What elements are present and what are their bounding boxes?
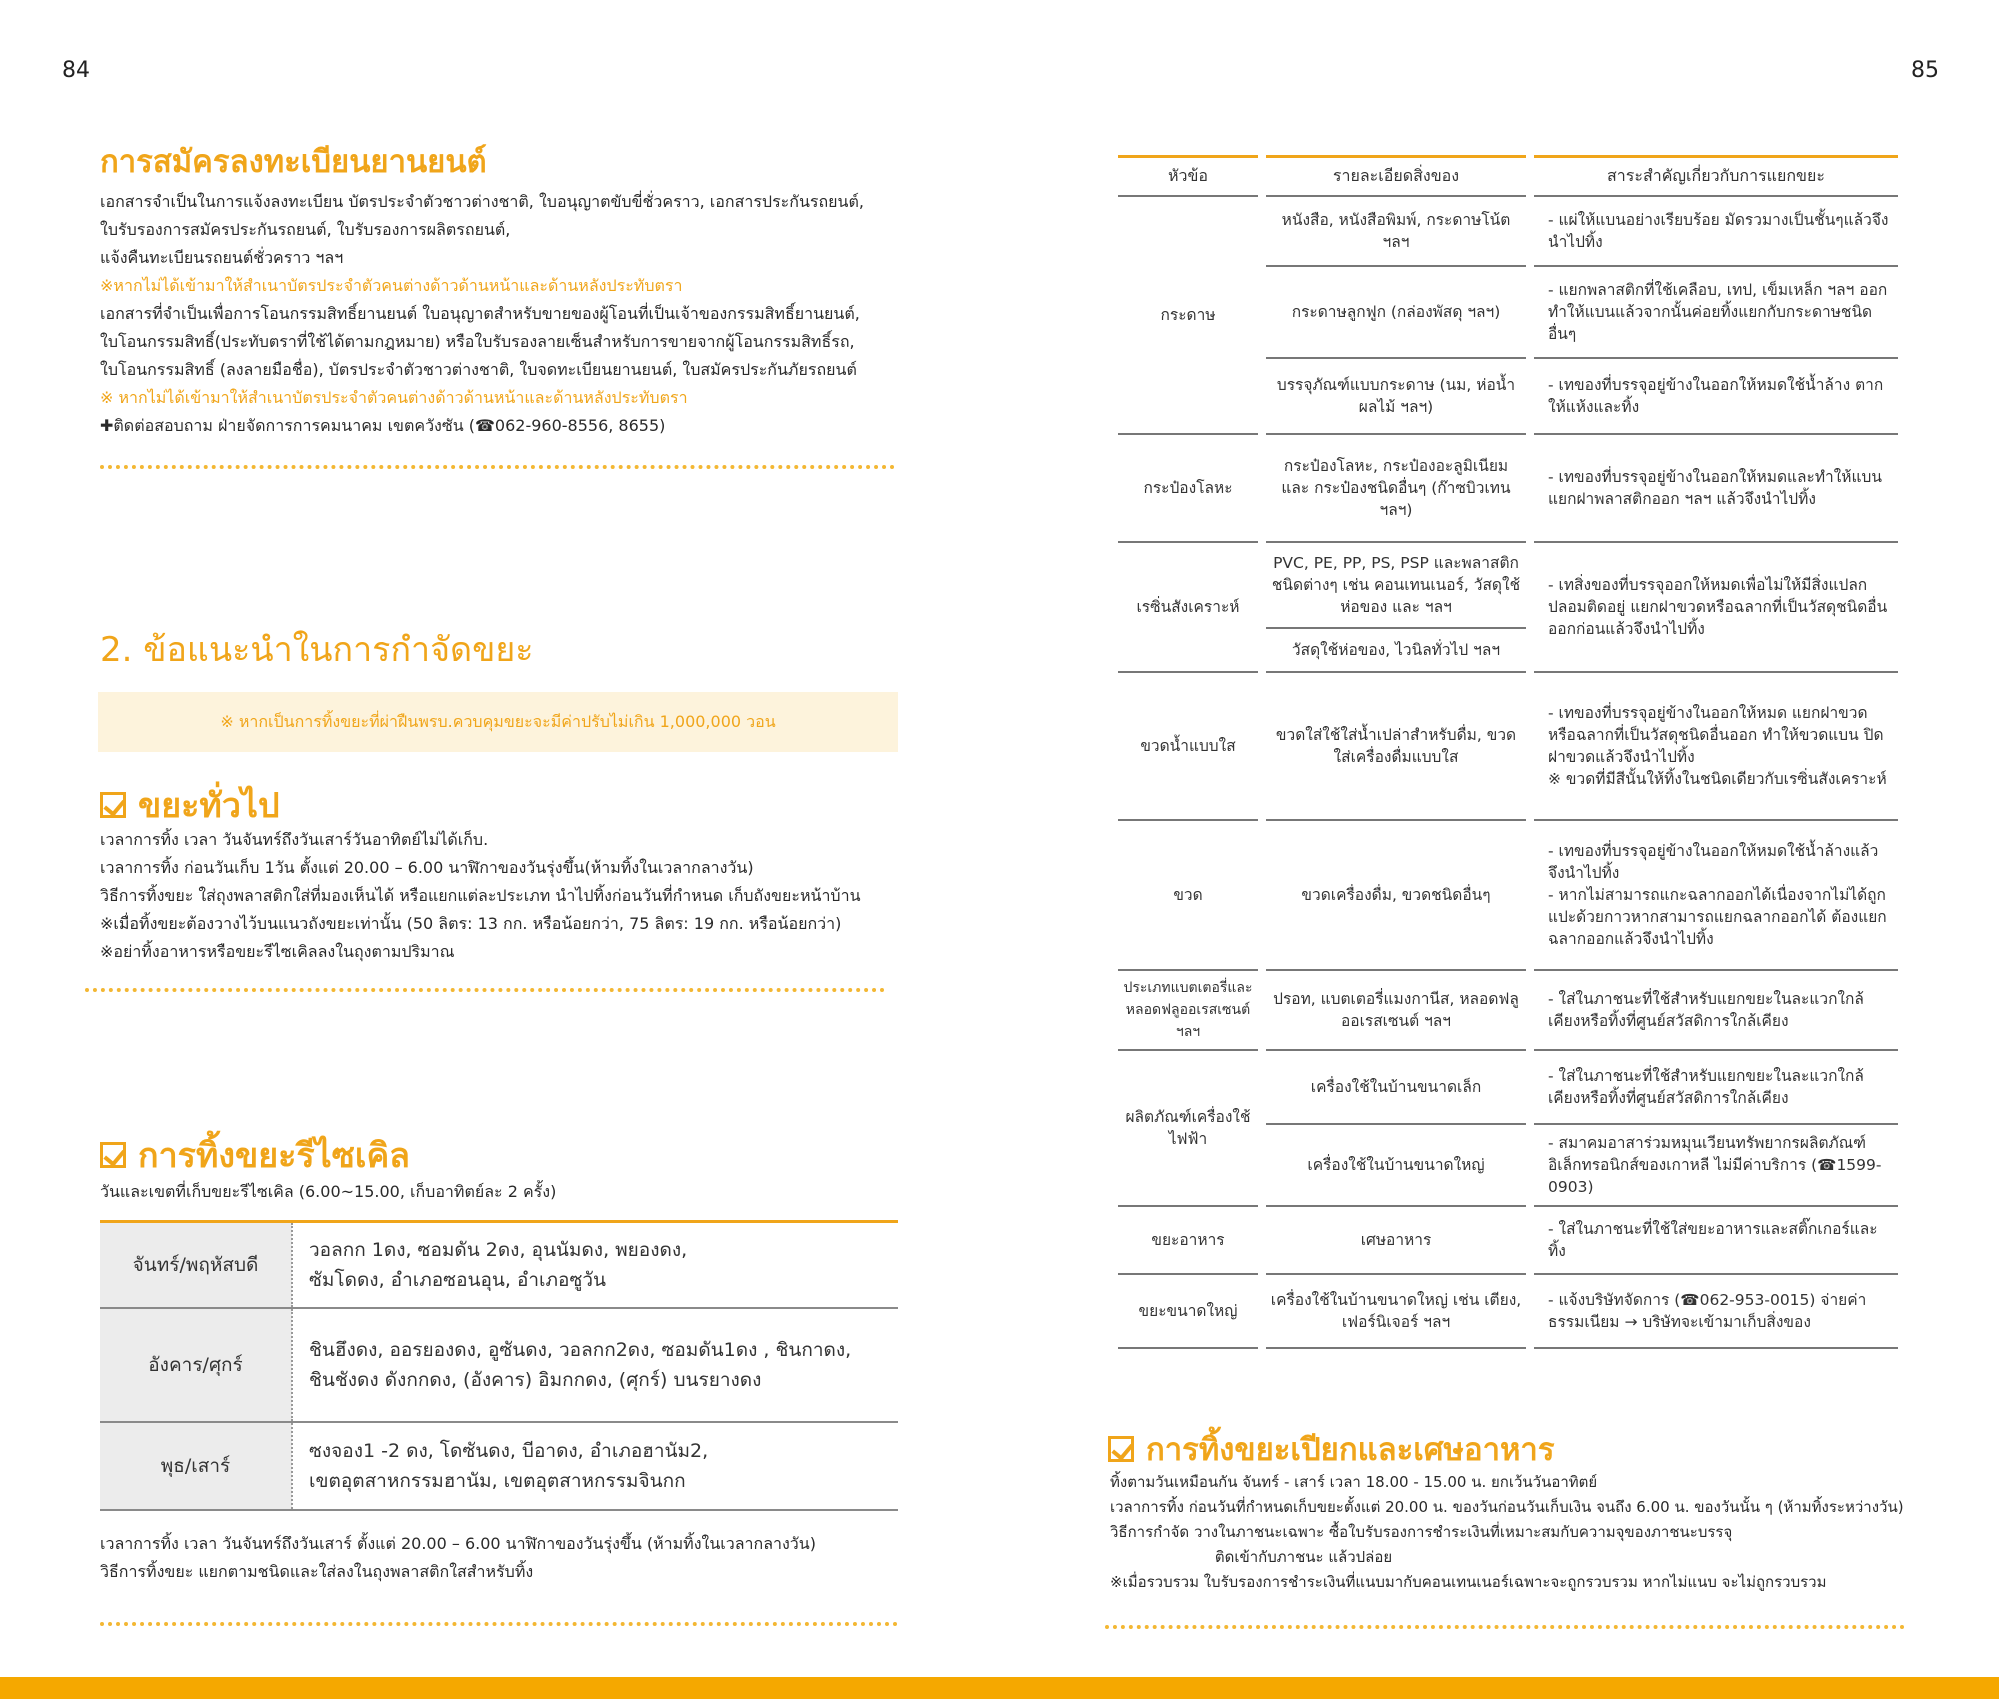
reg-contact: ✚ติดต่อสอบถาม ฝ่ายจัดการการคมนาคม เขตควังซัน (☎062-960-8556, 8655): [100, 416, 666, 435]
recycle-subtitle: วันและเขตที่เก็บขยะรีไซเคิล (6.00~15.00, เก็บอาทิตย์ละ 2 ครั้ง): [100, 1182, 557, 1201]
category-cell: กระดาษ: [1118, 197, 1258, 435]
general-waste-text: [100, 826, 920, 966]
item-cell: ขวดใส่ใช้ใส่น้ำเปล่าสำหรับดื่ม, ขวดใส่เครื่องดื่มแบบใส: [1266, 673, 1526, 821]
checkbox-icon: [1108, 1436, 1134, 1462]
wet-waste-title: การทิ้งขยะเปียกและเศษอาหาร: [1146, 1432, 1555, 1468]
reg-note: ※ หากไม่ได้เข้ามาให้สำเนาบัตรประจำตัวคนต่างด้าวด้านหน้าและด้านหลังประทับตรา: [100, 388, 688, 407]
table-row: [100, 1222, 898, 1308]
item-cell: หนังสือ, หนังสือพิมพ์, กระดาษโน้ต ฯลฯ: [1266, 197, 1526, 267]
item-cell: เครื่องใช้ในบ้านขนาดใหญ่: [1266, 1125, 1526, 1207]
recycle-footer-line: เวลาการทิ้ง เวลา วันจันทร์ถึงวันเสาร์ ตั้งแต่ 20.00 – 6.00 นาฬิกาของวันรุ่งขึ้น (ห้ามทิ้งในเวลากลางวัน): [100, 1534, 816, 1553]
table-row: [1118, 1051, 1898, 1125]
wet-line: ติดเข้ากับภาชนะ แล้วปล่อย: [1110, 1548, 1393, 1566]
bottom-bar: [0, 1677, 1999, 1699]
waste-section-title: 2. ข้อแนะนำในการกำจัดขยะ: [100, 630, 534, 670]
category-cell: ขวดน้ำแบบใส: [1118, 673, 1258, 821]
general-waste-heading: [100, 778, 280, 832]
schedule-areas: [292, 1308, 898, 1422]
note-cell: - สมาคมอาสาร่วมหมุนเวียนทรัพยากรผลิตภัณฑ์อิเล็กทรอนิกส์ของเกาหลี ไม่มีค่าบริการ (☎1599-0903): [1534, 1125, 1898, 1207]
general-line: ※อย่าทิ้งอาหารหรือขยะรีไซเคิลลงในถุงตามปริมาณ: [100, 942, 455, 961]
reg-line: เอกสารจำเป็นในการแจ้งลงทะเบียน บัตรประจำตัวชาวต่างชาติ, ใบอนุญาตขับขี่ชั่วคราว, เอกสารประกันรถยนต์,: [100, 192, 864, 211]
area-line: ซัมโดดง, อำเภอซอนอุน, อำเภอซูวัน: [309, 1268, 607, 1291]
note-cell: - แผ่ให้แบนอย่างเรียบร้อย มัดรวมางเป็นชั้นๆแล้วจึงนำไปทิ้ง: [1534, 197, 1898, 267]
column-header: หัวข้อ: [1118, 155, 1258, 197]
reg-note: ※หากไม่ได้เข้ามาให้สำเนาบัตรประจำตัวคนต่างด้าวด้านหน้าและด้านหลังประทับตรา: [100, 276, 683, 295]
area-line: ชินฮึงดง, ออรยองดง, อูซันดง, วอลกก2ดง, ซอมดัน1ดง , ชินกาดง,: [309, 1338, 852, 1361]
vehicle-registration-title: การสมัครลงทะเบียนยานยนต์: [100, 144, 487, 180]
item-cell: กระดาษลูกฟูก (กล่องพัสดุ ฯลฯ): [1266, 267, 1526, 359]
note-line: - หากไม่สามารถแกะฉลากออกได้เนื่องจากไม่ได้ถูกแปะด้วยกาวหากสามารถแยกฉลากออกได้ ต้องแยกฉลากออกแล้วจึงนำไปทิ้ง: [1548, 886, 1887, 948]
column-header: รายละเอียดสิ่งของ: [1266, 155, 1526, 197]
wet-line: เวลาการทิ้ง ก่อนวันที่กำหนดเก็บขยะตั้งแต่ 20.00 น. ของวันก่อนวันเก็บเงิน จนถึง 6.00 น. ของวันนั้น ๆ (ห้ามทิ้งระหว่างวัน): [1110, 1498, 1904, 1516]
recycle-footer: [100, 1530, 920, 1586]
note-cell: - เทของที่บรรจุอยู่ข้างในออกให้หมดและทำให้แบน แยกฝาพลาสติกออก ฯลฯ แล้วจึงนำไปทิ้ง: [1534, 435, 1898, 543]
item-cell: ปรอท, แบตเตอรี่แมงกานีส, หลอดฟลูออเรสเซนต์ ฯลฯ: [1266, 971, 1526, 1051]
divider: [100, 465, 895, 469]
schedule-areas: [292, 1222, 898, 1308]
area-line: วอลกก 1ดง, ซอมดัน 2ดง, อุนนัมดง, พยองดง,: [309, 1238, 688, 1261]
area-line: ซงจอง1 -2 ดง, โดซันดง, บีอาดง, อำเภอฮานัม2,: [309, 1439, 709, 1462]
item-cell: PVC, PE, PP, PS, PSP และพลาสติก ชนิดต่างๆ เช่น คอนเทนเนอร์, วัสดุใช้ห่อของ และ ฯลฯ: [1266, 543, 1526, 629]
schedule-areas: [292, 1422, 898, 1510]
area-line: เขตอุตสาหกรรมฮานัม, เขตอุตสาหกรรมจินกก: [309, 1469, 686, 1492]
table-row: [1118, 435, 1898, 543]
general-waste-title: ขยะทั่วไป: [138, 786, 280, 826]
general-line: เวลาการทิ้ง เวลา วันจันทร์ถึงวันเสาร์วันอาทิตย์ไม่ได้เก็บ.: [100, 830, 489, 849]
wet-line: ทิ้งตามวันเหมือนกัน จันทร์ - เสาร์ เวลา 18.00 - 15.00 น. ยกเว้นวันอาทิตย์: [1110, 1473, 1598, 1491]
checkbox-icon: [100, 1142, 126, 1168]
divider: [85, 988, 885, 992]
wet-waste-text: [1110, 1470, 1930, 1595]
table-header-row: [1118, 155, 1898, 197]
item-cell: บรรจุภัณฑ์แบบกระดาษ (นม, ห่อน้ำผลไม้ ฯลฯ): [1266, 359, 1526, 435]
note-cell: - แยกพลาสติกที่ใช้เคลือบ, เทป, เข็มเหล็ก ฯลฯ ออกทำให้แบนแล้วจากนั้นค่อยทิ้งแยกกับกระดาษชนิดอื่นๆ: [1534, 267, 1898, 359]
table-row: [1118, 971, 1898, 1051]
reg-line: ใบโอนกรรมสิทธิ์(ประทับตราที่ใช้ได้ตามกฎหมาย) หรือใบรับรองลายเซ็นสำหรับการขายจากผู้โอนกรรมสิทธิ์รถ,: [100, 332, 855, 351]
page-number-right: 85: [1911, 58, 1939, 83]
schedule-day: อังคาร/ศุกร์: [100, 1308, 292, 1422]
note-cell: - เทของที่บรรจุอยู่ข้างในออกให้หมดใช้น้ำล้าง ตากให้แห้งและทิ้ง: [1534, 359, 1898, 435]
category-cell: ผลิตภัณฑ์เครื่องใช้ไฟฟ้า: [1118, 1051, 1258, 1207]
item-cell: กระป๋องโลหะ, กระป๋องอะลูมิเนียม และ กระป๋องชนิดอื่นๆ (ก๊าซบิวเทน ฯลฯ): [1266, 435, 1526, 543]
reg-line: แจ้งคืนทะเบียนรถยนต์ชั่วคราว ฯลฯ: [100, 248, 344, 267]
reg-line: เอกสารที่จำเป็นเพื่อการโอนกรรมสิทธิ์ยานยนต์ ใบอนุญาตสำหรับขายของผู้โอนที่เป็นเจ้าของกรรมสิทธิ์ยานยนต์,: [100, 304, 860, 323]
table-row: [1118, 543, 1898, 629]
category-cell: ขยะอาหาร: [1118, 1207, 1258, 1275]
table-row: [1118, 821, 1898, 971]
category-cell: เรซิ่นสังเคราะห์: [1118, 543, 1258, 673]
general-line: ※เมื่อทิ้งขยะต้องวางไว้บนแนวถังขยะเท่านั้น (50 ลิตร: 13 กก. หรือน้อยกว่า, 75 ลิตร: 19 กก. หรือน้อยกว่า): [100, 914, 842, 933]
table-row: [1118, 1207, 1898, 1275]
note-cell: [1534, 673, 1898, 821]
note-line: - เทของที่บรรจุอยู่ข้างในออกให้หมด แยกฝาขวดหรือฉลากที่เป็นวัสดุชนิดอื่นออก ทำให้ขวดแบน ปิดฝาขวดแล้วจึงนำไปทิ้ง: [1548, 704, 1884, 766]
vehicle-registration-section: [100, 142, 920, 440]
item-cell: วัสดุใช้ห่อของ, ไวนิลทั่วไป ฯลฯ: [1266, 629, 1526, 673]
category-cell: ขวด: [1118, 821, 1258, 971]
table-row: [1118, 197, 1898, 267]
category-cell: ประเภทแบตเตอรี่และหลอดฟลูออเรสเซนต์ ฯลฯ: [1118, 971, 1258, 1051]
item-cell: เศษอาหาร: [1266, 1207, 1526, 1275]
checkbox-icon: [100, 792, 126, 818]
recycle-heading: [100, 1128, 410, 1182]
wet-line: วิธีการกำจัด วางในภาชนะเฉพาะ ซื้อใบรับรองการชำระเงินที่เหมาะสมกับความจุของภาชนะบรรจุ: [1110, 1523, 1733, 1541]
note-cell: - เทสิ่งของที่บรรจุออกให้หมดเพื่อไม่ให้มีสิ่งแปลกปลอมติดอยู่ แยกฝาขวดหรือฉลากที่เป็นวัสดุชนิดอื่นออกก่อนแล้วจึงนำไปทิ้ง: [1534, 543, 1898, 673]
category-cell: ขยะขนาดใหญ่: [1118, 1275, 1258, 1349]
note-cell: [1534, 821, 1898, 971]
divider: [1105, 1625, 1905, 1629]
note-line: ※ ขวดที่มีสีนั้นให้ทิ้งในชนิดเดียวกับเรซิ่นสังเคราะห์: [1548, 770, 1887, 788]
page-number-left: 84: [62, 58, 90, 83]
table-row: [1118, 1275, 1898, 1349]
note-cell: - ใส่ในภาชนะที่ใช้ใส่ขยะอาหารและสติ๊กเกอร์และทิ้ง: [1534, 1207, 1898, 1275]
divider: [100, 1622, 898, 1626]
area-line: ชินชังดง ดังกกดง, (อังคาร) อิมกกดง, (ศุกร์) บนรยางดง: [309, 1368, 762, 1391]
item-cell: ขวดเครื่องดื่ม, ขวดชนิดอื่นๆ: [1266, 821, 1526, 971]
item-cell: เครื่องใช้ในบ้านขนาดเล็ก: [1266, 1051, 1526, 1125]
schedule-day: พุธ/เสาร์: [100, 1422, 292, 1510]
column-header: สาระสำคัญเกี่ยวกับการแยกขยะ: [1534, 155, 1898, 197]
table-row: [100, 1422, 898, 1510]
note-cell: - ใส่ในภาชนะที่ใช้สำหรับแยกขยะในละแวกใกล้เคียงหรือทิ้งที่ศูนย์สวัสดิการใกล้เคียง: [1534, 971, 1898, 1051]
note-cell: - แจ้งบริษัทจัดการ (☎062-953-0015) จ่ายค่าธรรมเนียม → บริษัทจะเข้ามาเก็บสิ่งของ: [1534, 1275, 1898, 1349]
table-row: [100, 1308, 898, 1422]
note-line: - เทของที่บรรจุอยู่ข้างในออกให้หมดใช้น้ำล้างแล้วจึงนำไปทิ้ง: [1548, 842, 1879, 882]
item-cell: เครื่องใช้ในบ้านขนาดใหญ่ เช่น เตียง, เฟอร์นิเจอร์ ฯลฯ: [1266, 1275, 1526, 1349]
note-cell: - ใส่ในภาชนะที่ใช้สำหรับแยกขยะในละแวกใกล้เคียงหรือทิ้งที่ศูนย์สวัสดิการใกล้เคียง: [1534, 1051, 1898, 1125]
fine-notice: ※ หากเป็นการทิ้งขยะที่ผ่าฝืนพรบ.ควบคุมขยะจะมีค่าปรับไม่เกิน 1,000,000 วอน: [98, 692, 898, 752]
wet-line: ※เมื่อรวบรวม ใบรับรองการชำระเงินที่แนบมากับคอนเทนเนอร์เฉพาะจะถูกรวบรวม หากไม่แนบ จะไม่ถูกรวบรวม: [1110, 1573, 1827, 1591]
general-line: วิธีการทิ้งขยะ ใส่ถุงพลาสติกใส่ที่มองเห็นได้ หรือแยกแต่ละประเภท นำไปทิ้งก่อนวันที่กำหนด เก็บถังขยะหน้าบ้าน: [100, 886, 861, 905]
reg-line: ใบโอนกรรมสิทธิ์ (ลงลายมือชื่อ), บัตรประจำตัวชาวต่างชาติ, ใบจดทะเบียนยานยนต์, ใบสมัครประกันภัยรถยนต์: [100, 360, 857, 379]
recycle-footer-line: วิธีการทิ้งขยะ แยกตามชนิดและใส่ลงในถุงพลาสติกใสสำหรับทิ้ง: [100, 1562, 534, 1581]
schedule-day: จันทร์/พฤหัสบดี: [100, 1222, 292, 1308]
table-row: [1118, 673, 1898, 821]
general-line: เวลาการทิ้ง ก่อนวันเก็บ 1วัน ตั้งแต่ 20.00 – 6.00 นาฬิกาของวันรุ่งขึ้น(ห้ามทิ้งในเวลากลางวัน): [100, 858, 754, 877]
recycle-title: การทิ้งขยะรีไซเคิล: [138, 1136, 411, 1176]
recycling-guide-table: [1110, 155, 1906, 1349]
reg-line: ใบรับรองการสมัครประกันรถยนต์, ใบรับรองการผลิตรถยนต์,: [100, 220, 511, 239]
category-cell: กระป๋องโลหะ: [1118, 435, 1258, 543]
wet-waste-heading: [1108, 1424, 1554, 1474]
recycle-schedule-table: [100, 1220, 898, 1511]
